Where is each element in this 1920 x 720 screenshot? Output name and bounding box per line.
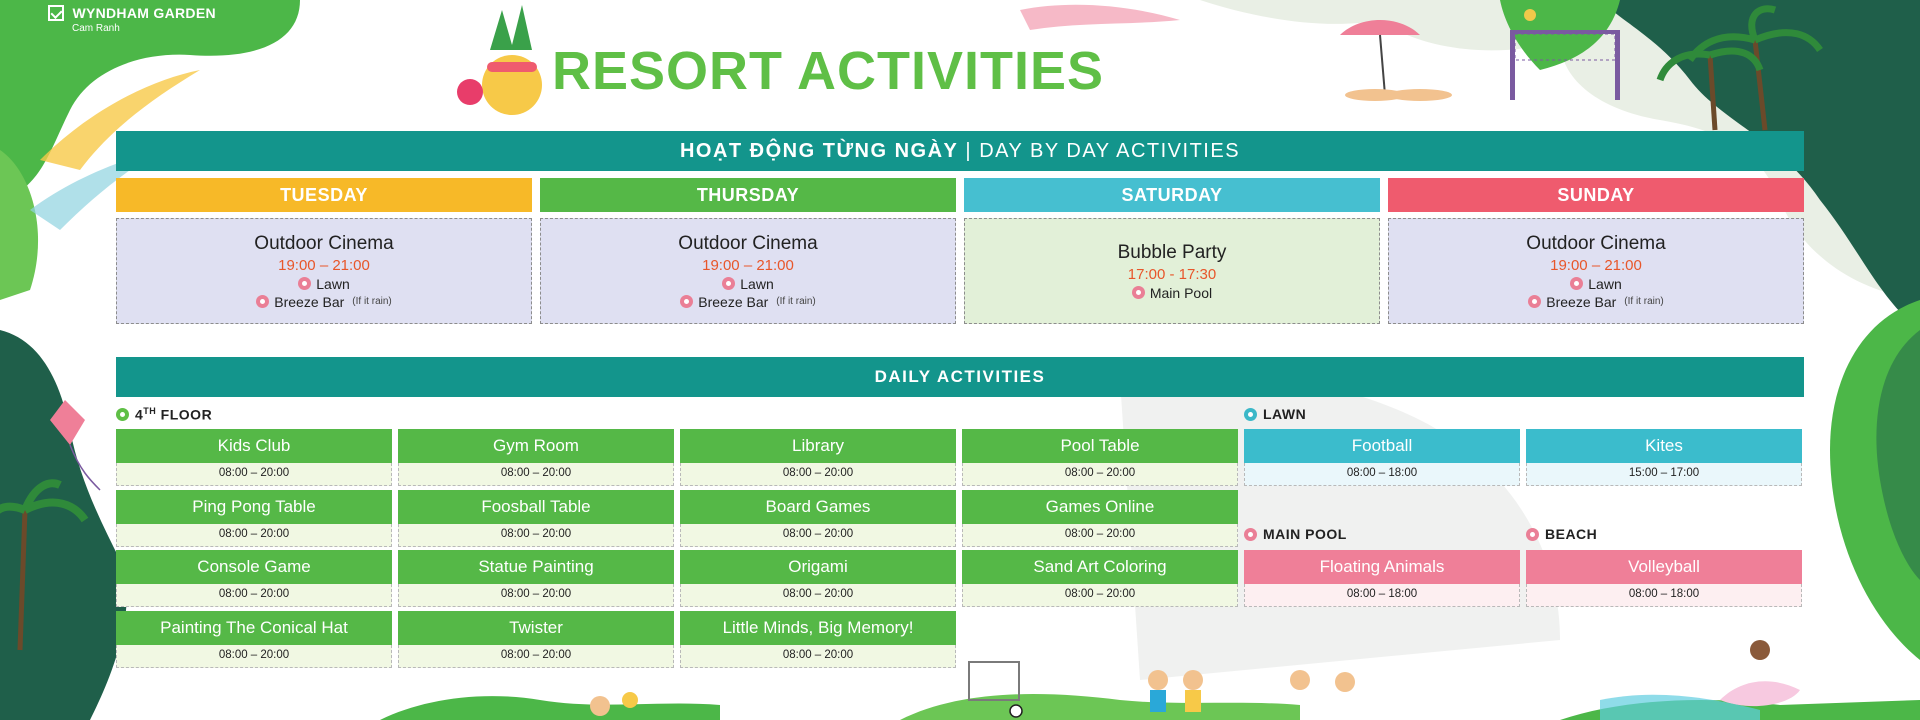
activity-hours: 08:00 – 20:00 <box>962 463 1238 486</box>
location-pin-icon <box>722 277 735 290</box>
location-label-4th-floor <box>116 406 212 423</box>
activity-hours: 08:00 – 20:00 <box>962 584 1238 607</box>
day-activity-card <box>1388 218 1804 324</box>
brand-location: Cam Ranh <box>72 23 120 34</box>
activity-hours: 08:00 – 18:00 <box>1244 463 1520 486</box>
activity-location <box>1570 276 1621 292</box>
location-label-text: BEACH <box>1545 526 1598 542</box>
activity-name: Console Game <box>116 550 392 584</box>
activity-card <box>962 429 1238 486</box>
activity-name: Floating Animals <box>1244 550 1520 584</box>
daily-activities-header: DAILY ACTIVITIES <box>116 357 1804 397</box>
location-pin-icon <box>1244 528 1257 541</box>
activity-card <box>1526 550 1802 607</box>
brand-logo <box>48 4 216 34</box>
activity-alt-location <box>680 294 816 310</box>
alt-location-note: (If it rain) <box>1624 296 1664 307</box>
alt-location-note: (If it rain) <box>776 296 816 307</box>
alt-location-name: Breeze Bar <box>274 293 345 310</box>
day-heading: TUESDAY <box>116 178 532 212</box>
activity-card <box>398 550 674 607</box>
activity-card <box>116 490 392 547</box>
activity-hours: 08:00 – 18:00 <box>1244 584 1520 607</box>
brand-name: WYNDHAM GARDEN <box>72 4 216 21</box>
day-by-day-header-en: DAY BY DAY ACTIVITIES <box>979 140 1241 162</box>
activity-hours: 08:00 – 18:00 <box>1526 584 1802 607</box>
activity-name: Outdoor Cinema <box>254 232 394 254</box>
day-column-thursday <box>540 178 956 324</box>
activity-name: Ping Pong Table <box>116 490 392 524</box>
location-name: Main Pool <box>1149 284 1213 301</box>
location-label-text: 4TH FLOOR <box>135 406 213 423</box>
activity-time: 19:00 – 21:00 <box>1550 256 1642 274</box>
activity-name: Football <box>1244 429 1520 463</box>
day-column-saturday <box>964 178 1380 324</box>
location-pin-icon <box>116 408 129 421</box>
activity-hours: 15:00 – 17:00 <box>1526 463 1802 486</box>
location-label-text: MAIN POOL <box>1263 526 1347 542</box>
day-column-sunday <box>1388 178 1804 324</box>
activity-name: Outdoor Cinema <box>1526 232 1666 254</box>
day-heading: THURSDAY <box>540 178 956 212</box>
activity-name: Board Games <box>680 490 956 524</box>
activity-name: Games Online <box>962 490 1238 524</box>
activity-card <box>1526 429 1802 486</box>
activity-name: Pool Table <box>962 429 1238 463</box>
activity-hours: 08:00 – 20:00 <box>116 463 392 486</box>
activity-alt-location <box>1528 294 1664 310</box>
activity-hours: 08:00 – 20:00 <box>680 524 956 547</box>
activity-name: Volleyball <box>1526 550 1802 584</box>
alt-location-name: Breeze Bar <box>698 293 769 310</box>
activity-hours: 08:00 – 20:00 <box>116 645 392 668</box>
activity-card <box>680 490 956 547</box>
activity-name: Twister <box>398 611 674 645</box>
location-name: Lawn <box>740 275 774 292</box>
activity-location <box>298 276 349 292</box>
location-pin-icon <box>298 277 311 290</box>
activity-card <box>680 550 956 607</box>
day-by-day-header-vi: HOẠT ĐỘNG TỪNG NGÀY <box>679 140 959 162</box>
activity-alt-location <box>256 294 392 310</box>
activity-name: Gym Room <box>398 429 674 463</box>
alt-location-name: Breeze Bar <box>1546 293 1617 310</box>
activity-location <box>1132 285 1212 301</box>
activity-name: Kites <box>1526 429 1802 463</box>
day-by-day-header <box>116 131 1804 171</box>
header-separator: | <box>958 140 980 162</box>
activity-hours: 08:00 – 20:00 <box>398 463 674 486</box>
location-name: Lawn <box>1588 275 1622 292</box>
activity-card <box>962 490 1238 547</box>
activity-hours: 08:00 – 20:00 <box>116 584 392 607</box>
activity-location <box>722 276 773 292</box>
activity-card <box>680 429 956 486</box>
activity-name: Library <box>680 429 956 463</box>
day-activity-card <box>964 218 1380 324</box>
activity-name: Sand Art Coloring <box>962 550 1238 584</box>
activity-name: Statue Painting <box>398 550 674 584</box>
activity-hours: 08:00 – 20:00 <box>680 645 956 668</box>
activity-card <box>398 611 674 668</box>
location-pin-icon <box>1526 528 1539 541</box>
location-label-beach <box>1526 526 1597 542</box>
activity-card <box>116 429 392 486</box>
logo-mark-icon <box>48 5 64 21</box>
location-pin-icon <box>256 295 269 308</box>
activity-hours: 08:00 – 20:00 <box>680 584 956 607</box>
page-title: RESORT ACTIVITIES <box>552 41 1105 101</box>
activity-name: Kids Club <box>116 429 392 463</box>
activity-hours: 08:00 – 20:00 <box>680 463 956 486</box>
location-pin-icon <box>1528 295 1541 308</box>
activity-card <box>1244 429 1520 486</box>
activity-card <box>398 429 674 486</box>
activity-name: Outdoor Cinema <box>678 232 818 254</box>
location-label-lawn <box>1244 406 1306 422</box>
day-column-tuesday <box>116 178 532 324</box>
activity-hours: 08:00 – 20:00 <box>398 524 674 547</box>
activity-card <box>962 550 1238 607</box>
location-pin-icon <box>680 295 693 308</box>
alt-location-note: (If it rain) <box>352 296 392 307</box>
location-label-main-pool <box>1244 526 1347 542</box>
activity-hours: 08:00 – 20:00 <box>962 524 1238 547</box>
activity-name: Foosball Table <box>398 490 674 524</box>
day-heading: SUNDAY <box>1388 178 1804 212</box>
location-name: Lawn <box>316 275 350 292</box>
activity-card <box>680 611 956 668</box>
activity-hours: 08:00 – 20:00 <box>398 584 674 607</box>
activity-name: Painting The Conical Hat <box>116 611 392 645</box>
day-activity-card <box>116 218 532 324</box>
location-label-text: LAWN <box>1263 406 1307 422</box>
activity-card <box>398 490 674 547</box>
activity-time: 17:00 - 17:30 <box>1127 265 1217 283</box>
activity-hours: 08:00 – 20:00 <box>116 524 392 547</box>
activity-card <box>116 611 392 668</box>
location-pin-icon <box>1132 286 1145 299</box>
activity-card <box>116 550 392 607</box>
activity-name: Bubble Party <box>1117 241 1227 263</box>
activity-time: 19:00 – 21:00 <box>278 256 370 274</box>
day-heading: SATURDAY <box>964 178 1380 212</box>
activity-name: Origami <box>680 550 956 584</box>
activity-hours: 08:00 – 20:00 <box>398 645 674 668</box>
activity-name: Little Minds, Big Memory! <box>680 611 956 645</box>
location-pin-icon <box>1570 277 1583 290</box>
activity-time: 19:00 – 21:00 <box>702 256 794 274</box>
activity-card <box>1244 550 1520 607</box>
day-activity-card <box>540 218 956 324</box>
location-pin-icon <box>1244 408 1257 421</box>
